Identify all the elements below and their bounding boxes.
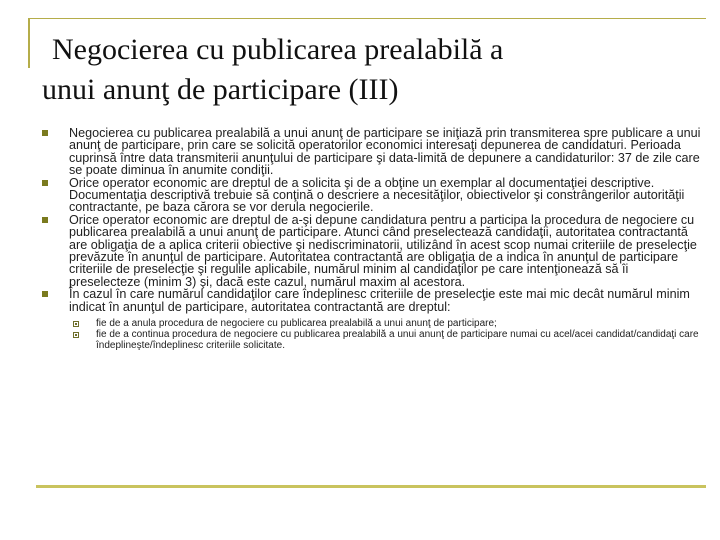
bullet-text: În cazul în care numărul candidaţilor care îndeplinesc criteriile de preselecţie este mai mic decât numărul minim indicat în anunţul de participare, autoritatea contractantă are dreptul: <box>69 287 690 314</box>
square-bullet-icon <box>42 130 48 136</box>
bullet-item <box>42 214 702 288</box>
square-bullet-icon <box>42 291 48 297</box>
bottom-border-rule <box>36 485 706 488</box>
bullet-text: Orice operator economic are dreptul de a solicita şi de a obţine un exemplar al documentaţiei descriptive. Documentaţia descriptivă trebuie să conţină o descriere a necesităţilor, obiectivelor şi constrângerilor autorităţii contractante, pe baza cărora se vor derula negocierile. <box>69 175 685 215</box>
left-border-rule <box>28 18 30 68</box>
bullet-item <box>42 127 702 177</box>
sub-bullet-list <box>69 319 702 351</box>
sub-bullet-text: fie de a continua procedura de negociere cu publicarea prealabilă a unui anunţ de participare numai cu acel/acei candidat/candidaţi care îndeplineşte/îndeplinesc criteriile solicitate. <box>96 328 699 351</box>
square-bullet-icon <box>42 180 48 186</box>
bullet-text: Negocierea cu publicarea prealabilă a unui anunţ de participare se iniţiază prin transmiterea spre publicare a unui anunţ de participare, prin care se solicită operatorilor economici interesaţi depunerea de candidaturi. Perioada cuprinsă între data transmiterii anunţului de participare şi data-limită de depunere a candidaturilor: 37 de zile care se poate diminua în anumite condiţii. <box>69 126 701 178</box>
bullet-text: Orice operator economic are dreptul de a-şi depune candidatura pentru a participa la procedura de negociere cu publicarea prealabilă a unui anunţ de participare. Atunci când preselectează candidaţii, autoritatea contractantă are obligaţia de a aplica criterii obiective şi nediscriminatorii, utilizând în acest scop numai criteriile de preselecţie prevăzute în anunţul de participare. Autoritatea contractantă are obligaţia de a indica în anunţul de participare criteriile de preselecţie şi regulile aplicabile, numărul minim al candidaţilor pe care intenţionează să îi preselecteze (minim 3) şi, dacă este cazul, numărul maxim al acestora. <box>69 212 697 289</box>
sub-bullet-item <box>69 330 702 352</box>
slide-title-line-2: unui anunţ de participare (III) <box>42 73 399 106</box>
top-border-rule <box>28 18 706 19</box>
hollow-square-bullet-icon <box>73 332 79 338</box>
bullet-list <box>42 127 702 351</box>
sub-bullet-text: fie de a anula procedura de negociere cu publicarea prealabilă a unui anunţ de participare; <box>96 318 497 330</box>
slide-content <box>42 127 702 351</box>
hollow-square-bullet-icon <box>73 321 79 327</box>
slide-title-line-1: Negocierea cu publicarea prealabilă a <box>52 33 504 66</box>
square-bullet-icon <box>42 217 48 223</box>
bullet-item <box>42 177 702 214</box>
slide-title <box>42 30 702 110</box>
bullet-item <box>42 288 702 351</box>
